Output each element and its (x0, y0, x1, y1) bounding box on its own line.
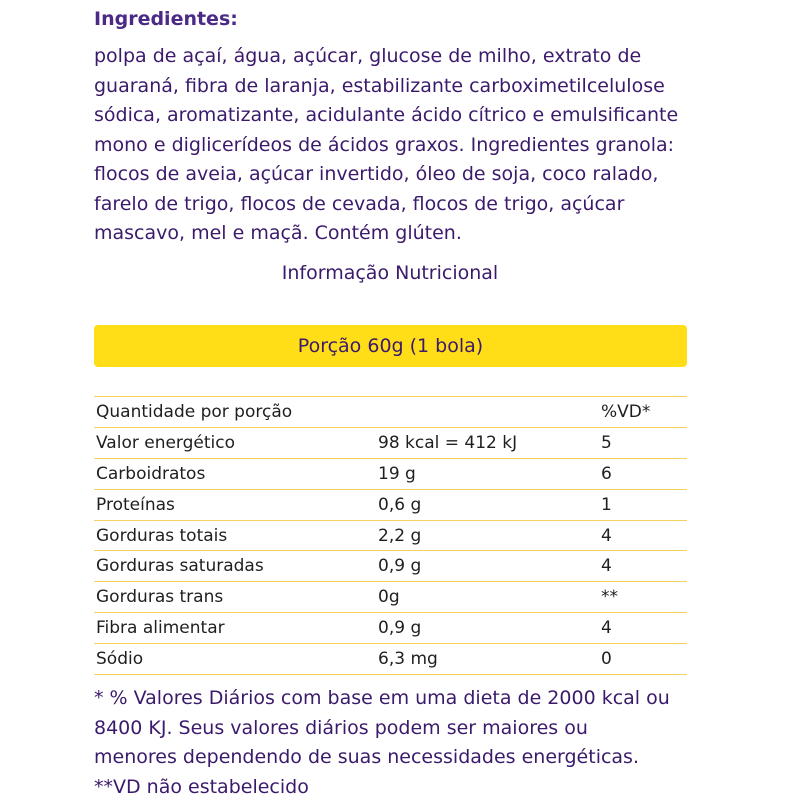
portion-label: Porção 60g (1 bola) (298, 335, 483, 357)
nutrient-amount: 19 g (378, 464, 601, 484)
nutrient-amount: 2,2 g (378, 526, 601, 546)
nutrient-vd: 4 (601, 556, 687, 576)
table-row (94, 551, 687, 582)
ingredients-text (94, 42, 704, 249)
footnote-line: menores dependendo de suas necessidades energéticas. (94, 743, 714, 773)
ingredients-line: flocos de aveia, açúcar invertido, óleo de soja, coco ralado, (94, 160, 704, 190)
footnote-line: 8400 KJ. Seus valores diários podem ser maiores ou (94, 714, 714, 744)
nutrient-name: Valor energético (94, 433, 378, 453)
nutrition-title: Informação Nutricional (0, 262, 780, 284)
table-row (94, 521, 687, 552)
nutrient-vd: 1 (601, 495, 687, 515)
ingredients-line: mascavo, mel e maçã. Contém glúten. (94, 219, 704, 249)
portion-bar (94, 325, 687, 367)
nutrient-amount: 98 kcal = 412 kJ (378, 433, 601, 453)
nutrient-name: Gorduras trans (94, 587, 378, 607)
ingredients-line: polpa de açaí, água, açúcar, glucose de milho, extrato de (94, 42, 704, 72)
nutrition-table (94, 396, 687, 675)
table-row (94, 582, 687, 613)
table-row (94, 613, 687, 644)
nutrient-amount: 6,3 mg (378, 649, 601, 669)
nutrient-vd: 0 (601, 649, 687, 669)
table-row (94, 428, 687, 459)
ingredients-title: Ingredientes: (94, 8, 238, 30)
ingredients-line: mono e diglicerídeos de ácidos graxos. Ingredientes granola: (94, 131, 704, 161)
header-vd: %VD* (601, 402, 687, 422)
nutrient-amount: 0g (378, 587, 601, 607)
table-row (94, 644, 687, 674)
nutrient-vd: 6 (601, 464, 687, 484)
nutrient-name: Carboidratos (94, 464, 378, 484)
header-name: Quantidade por porção (94, 402, 378, 422)
nutrient-name: Fibra alimentar (94, 618, 378, 638)
nutrient-name: Proteínas (94, 495, 378, 515)
ingredients-line: farelo de trigo, flocos de cevada, flocos de trigo, açúcar (94, 190, 704, 220)
nutrient-name: Sódio (94, 649, 378, 669)
ingredients-line: sódica, aromatizante, acidulante ácido cítrico e emulsificante (94, 101, 704, 131)
nutrient-amount: 0,6 g (378, 495, 601, 515)
nutrient-name: Gorduras saturadas (94, 556, 378, 576)
footnote-line: * % Valores Diários com base em uma dieta de 2000 kcal ou (94, 684, 714, 714)
nutrient-vd: 5 (601, 433, 687, 453)
table-row (94, 490, 687, 521)
footnote (94, 684, 714, 802)
nutrient-vd: 4 (601, 526, 687, 546)
table-header-row (94, 397, 687, 428)
footnote-line: **VD não estabelecido (94, 773, 714, 802)
ingredients-line: guaraná, fibra de laranja, estabilizante carboximetilcelulose (94, 72, 704, 102)
nutrient-vd: 4 (601, 618, 687, 638)
nutrient-vd: ** (601, 587, 687, 607)
table-row (94, 459, 687, 490)
nutrient-amount: 0,9 g (378, 556, 601, 576)
nutrient-amount: 0,9 g (378, 618, 601, 638)
nutrient-name: Gorduras totais (94, 526, 378, 546)
